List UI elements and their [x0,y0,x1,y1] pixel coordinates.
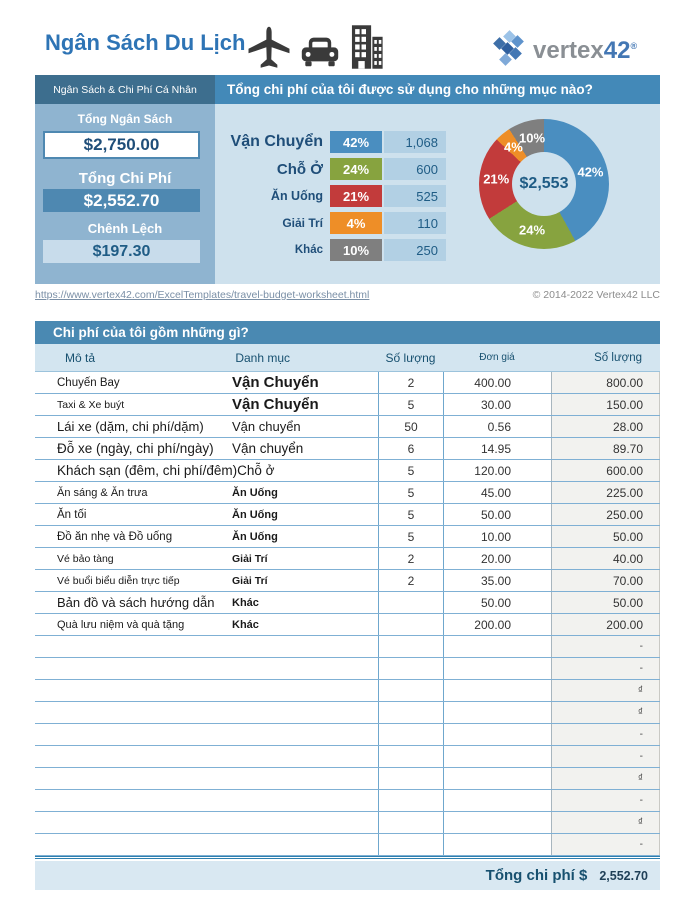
unit-price-cell[interactable]: 120.00 [443,460,551,481]
total-cell: 40.00 [551,548,660,569]
quantity-cell[interactable]: 6 [378,438,443,459]
category-row [215,212,447,234]
quantity-cell[interactable] [378,592,443,613]
total-separator [35,856,660,859]
copyright-text: © 2014-2022 Vertex42 LLC [532,289,660,301]
total-cell: 89.70 [551,438,660,459]
empty-total-glyph: ₫ [637,773,643,784]
total-cell: 600.00 [551,460,660,481]
unit-price-cell[interactable]: 20.00 [443,548,551,569]
category-percent-chip: 24% [330,158,382,180]
summary-item-label: Chênh Lệch [87,221,163,236]
description-cell[interactable] [35,680,378,701]
description-text: Đồ ăn nhẹ và Đồ uống [57,530,173,543]
category-row [215,239,447,261]
summary-item-label: Tổng Ngân Sách [77,112,173,126]
airplane-icon [246,26,292,70]
unit-price-cell[interactable]: 0.56 [443,416,551,437]
category-value: 1,068 [384,131,446,153]
col-header-category: Danh mục [235,350,291,365]
description-cell[interactable] [35,372,378,393]
category-text: Chỗ ở [237,463,275,478]
table-row [35,460,660,482]
category-text: Khác [232,596,259,609]
quantity-cell[interactable] [378,658,443,679]
breakdown-panel [215,104,660,284]
category-text: Vận Chuyển [232,396,319,413]
category-list [215,131,447,266]
table-row [35,614,660,636]
quantity-cell[interactable] [378,834,443,855]
table-row [35,394,660,416]
description-cell[interactable] [35,570,378,591]
summary-item [35,171,215,212]
breakdown-header: Tổng chi phí của tôi được sử dụng cho những mục nào? [215,75,660,104]
empty-total-glyph: - [639,795,643,806]
quantity-cell[interactable] [378,702,443,723]
category-text: Khác [232,618,259,631]
category-value: 250 [384,239,446,261]
header-icons [246,24,384,70]
table-row [35,372,660,394]
description-cell[interactable] [35,438,378,459]
description-text: Quà lưu niệm và quà tặng [57,618,185,631]
quantity-cell[interactable] [378,724,443,745]
empty-total-glyph: ₫ [637,685,643,696]
summary-item [35,112,215,159]
description-cell[interactable] [35,768,378,789]
empty-table-row [35,834,660,856]
unit-price-cell[interactable] [443,834,551,855]
unit-price-cell[interactable]: 14.95 [443,438,551,459]
donut-center-value: $2,553 [519,175,569,192]
footer-label: Tổng chi phí $ [485,867,588,884]
summary-item-value: $197.30 [43,240,200,263]
description-cell[interactable] [35,834,378,855]
quantity-cell[interactable] [378,614,443,635]
summary-item-value: $2,552.70 [43,189,200,212]
description-text: Taxi & Xe buýt [57,398,125,411]
donut-chart [479,119,609,249]
donut-slice-label: 42% [577,164,604,180]
description-text: Khách sạn (đêm, chi phí/đêm) [57,463,238,478]
category-row [215,131,447,153]
description-cell[interactable] [35,394,378,415]
total-cell [551,702,660,723]
description-text: Ăn tối [57,508,87,521]
total-cell [551,724,660,745]
quantity-cell[interactable]: 2 [378,372,443,393]
table-row [35,482,660,504]
category-percent-chip: 21% [330,185,382,207]
category-text: Vận chuyển [232,441,304,456]
category-percent-chip: 4% [330,212,382,234]
unit-price-cell[interactable] [443,680,551,701]
empty-total-glyph: - [639,641,643,652]
donut-slice-label: 10% [519,130,546,145]
total-cell: 250.00 [551,504,660,525]
total-cell: 200.00 [551,614,660,635]
expense-table-columns [35,344,660,372]
summary-item [35,221,215,263]
unit-price-cell[interactable]: 200.00 [443,614,551,635]
col-header-description: Mô tả [65,350,96,365]
quantity-cell[interactable]: 50 [378,416,443,437]
table-row [35,570,660,592]
quantity-cell[interactable]: 2 [378,548,443,569]
total-cell: 50.00 [551,592,660,613]
description-cell[interactable] [35,812,378,833]
footer-total-value: 2,552.70 [599,868,648,883]
description-cell[interactable] [35,548,378,569]
quantity-cell[interactable] [378,746,443,767]
expense-table-body [35,372,660,856]
table-row [35,592,660,614]
empty-table-row [35,790,660,812]
unit-price-cell[interactable] [443,768,551,789]
category-text: Ăn Uống [232,486,278,499]
unit-price-cell[interactable]: 35.00 [443,570,551,591]
category-row [215,185,447,207]
unit-price-cell[interactable]: 50.00 [443,504,551,525]
expense-table-title: Chi phí của tôi gồm những gì? [35,321,660,344]
empty-table-row [35,746,660,768]
description-text: Bản đồ và sách hướng dẫn [57,595,215,610]
description-text: Chuyến Bay [57,376,120,389]
empty-total-glyph: - [639,839,643,850]
empty-table-row [35,658,660,680]
total-cell [551,658,660,679]
unit-price-cell[interactable] [443,636,551,657]
car-icon [299,36,341,70]
description-text: Vé bảo tàng [57,552,114,565]
template-link[interactable]: https://www.vertex42.com/ExcelTemplates/travel-budget-worksheet.html [35,289,370,301]
total-cell [551,680,660,701]
unit-price-cell[interactable] [443,812,551,833]
col-header-total: Số lượng [594,351,642,364]
description-cell[interactable] [35,724,378,745]
unit-price-cell[interactable] [443,790,551,811]
quantity-cell[interactable]: 5 [378,482,443,503]
total-cell [551,790,660,811]
description-cell[interactable] [35,702,378,723]
unit-price-cell[interactable] [443,658,551,679]
table-row [35,504,660,526]
description-text: Vé buổi biểu diễn trực tiếp [57,574,180,587]
category-percent-chip: 10% [330,239,382,261]
category-text: Giải Trí [232,574,268,587]
description-cell[interactable] [35,790,378,811]
category-value: 525 [384,185,446,207]
total-cell [551,812,660,833]
total-cell: 225.00 [551,482,660,503]
category-percent-chip: 42% [330,131,382,153]
col-header-quantity: Số lượng [385,350,436,365]
column-headers-left [35,351,378,365]
donut-slice-label: 21% [483,171,510,187]
total-cell: 50.00 [551,526,660,547]
unit-price-cell[interactable]: 45.00 [443,482,551,503]
total-cell: 70.00 [551,570,660,591]
category-text: Ăn Uống [232,530,278,543]
quantity-cell[interactable] [378,790,443,811]
summary-panel [35,104,215,284]
description-cell[interactable] [35,526,378,547]
category-text: Vận Chuyển [232,374,319,391]
category-value: 600 [384,158,446,180]
unit-price-cell[interactable]: 10.00 [443,526,551,547]
empty-table-row [35,680,660,702]
category-text: Giải Trí [232,552,268,565]
empty-table-row [35,768,660,790]
quantity-cell[interactable]: 5 [378,394,443,415]
empty-table-row [35,636,660,658]
total-cell: 150.00 [551,394,660,415]
category-label: Vận Chuyển [230,133,323,150]
category-value: 110 [384,212,446,234]
description-cell[interactable] [35,416,378,437]
total-cell: 800.00 [551,372,660,393]
page-title: Ngân Sách Du Lịch [45,30,246,55]
logo-diamonds-icon [492,31,528,67]
description-text: Ăn sáng & Ăn trưa [57,486,148,499]
donut-slice-label: 24% [519,222,546,238]
unit-price-cell[interactable]: 400.00 [443,372,551,393]
description-cell[interactable] [35,746,378,767]
quantity-cell[interactable]: 5 [378,526,443,547]
donut-slice-label: 4% [503,139,523,155]
empty-total-glyph: ₫ [637,817,643,828]
total-cell [551,636,660,657]
unit-price-cell[interactable] [443,724,551,745]
category-label: Khác [294,244,323,256]
category-label: Chỗ Ở [276,160,323,178]
empty-total-glyph: - [639,751,643,762]
description-cell[interactable] [35,614,378,635]
category-row [215,158,447,180]
description-cell[interactable] [35,592,378,613]
col-header-unit-price: Đơn giá [479,352,515,363]
quantity-cell[interactable] [378,636,443,657]
quantity-cell[interactable] [378,812,443,833]
category-text: Vận chuyển [232,419,301,434]
description-cell[interactable] [35,658,378,679]
empty-table-row [35,812,660,834]
table-row [35,526,660,548]
quantity-cell[interactable]: 5 [378,460,443,481]
total-cell [551,768,660,789]
table-row [35,438,660,460]
unit-price-cell[interactable] [443,702,551,723]
description-cell[interactable] [35,482,378,503]
quantity-cell[interactable]: 5 [378,504,443,525]
total-cell [551,834,660,855]
budget-value-input[interactable]: $2,750.00 [43,131,200,159]
description-cell[interactable] [35,636,378,657]
summary-item-label: Tổng Chi Phí [78,170,172,187]
unit-price-cell[interactable] [443,746,551,767]
empty-table-row [35,724,660,746]
unit-price-cell[interactable]: 30.00 [443,394,551,415]
donut-center [512,152,576,216]
summary-tab: Ngân Sách & Chi Phí Cá Nhân [35,75,215,104]
table-footer [35,861,660,890]
description-text: Lái xe (dặm, chi phí/dặm) [57,419,204,434]
category-label: Ăn Uống [270,189,323,203]
empty-table-row [35,702,660,724]
quantity-cell[interactable]: 2 [378,570,443,591]
building-icon [348,24,384,70]
logo-text: vertex42® [533,37,638,64]
total-cell [551,746,660,767]
table-row [35,416,660,438]
empty-total-glyph: ₫ [637,707,643,718]
description-cell[interactable] [35,504,378,525]
link-row [35,289,660,301]
unit-price-cell[interactable]: 50.00 [443,592,551,613]
description-cell[interactable] [35,460,378,481]
empty-total-glyph: - [639,663,643,674]
empty-total-glyph: - [639,729,643,740]
quantity-cell[interactable] [378,680,443,701]
quantity-cell[interactable] [378,768,443,789]
table-row [35,548,660,570]
total-cell: 28.00 [551,416,660,437]
category-text: Ăn Uống [232,508,278,521]
vertex42-logo [492,28,637,69]
description-text: Đỗ xe (ngày, chi phí/ngày) [57,441,214,456]
category-label: Giải Trí [282,216,323,230]
